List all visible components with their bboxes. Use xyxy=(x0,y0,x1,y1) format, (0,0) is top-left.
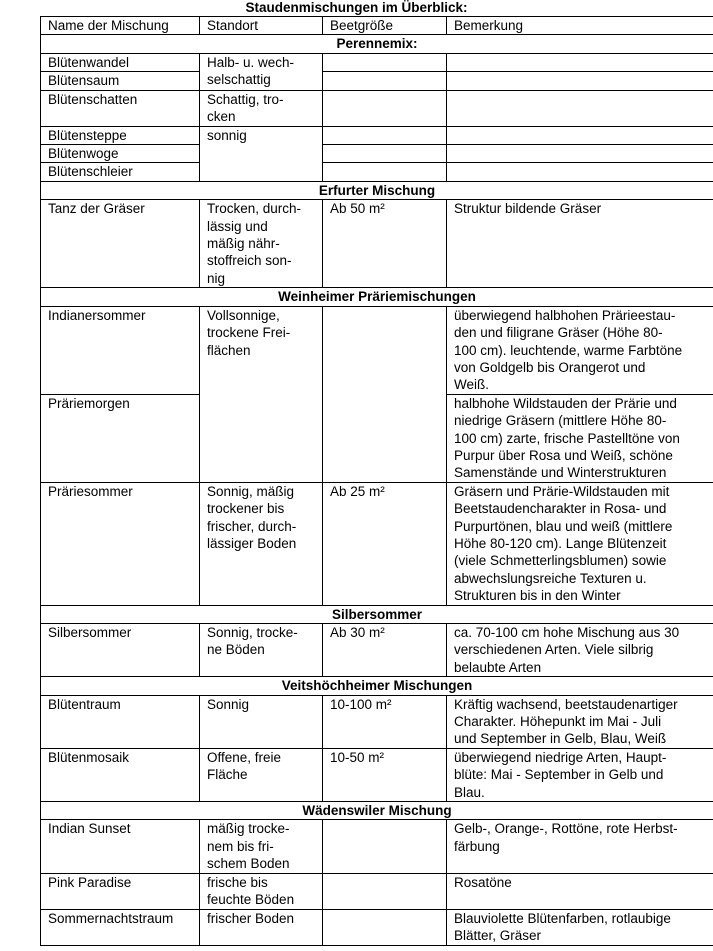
row-name: Präriesommer xyxy=(41,482,200,605)
row-beetgroesse: 10-100 m² xyxy=(323,695,447,748)
row-name: Sommernachtstraum xyxy=(41,909,200,945)
table-row xyxy=(41,90,713,126)
row-standort: Offene, freie Fläche xyxy=(200,748,323,801)
row-beetgroesse: Ab 50 m² xyxy=(323,200,447,288)
row-name: Blütenmosaik xyxy=(41,748,200,801)
row-standort: Sonnig, trocke- ne Böden xyxy=(200,624,323,677)
row-name: Blütenwandel xyxy=(41,53,200,71)
row-bemerkung: halbhohe Wildstauden der Prärie und niedrige Gräsern (mittlere Höhe 80- 100 cm) zarte, frische Pastelltöne von Purpur über Rosa und Weiß, schöne Samenstände und Winterstrukturen xyxy=(447,394,713,482)
table-row xyxy=(41,695,713,748)
row-name: Silbersommer xyxy=(41,624,200,677)
row-standort: Sonnig, mäßig trockener bis frischer, durch- lässiger Boden xyxy=(200,482,323,605)
row-name: Blütenwoge xyxy=(41,145,200,163)
table-row xyxy=(41,748,713,801)
section-erfurter: Erfurter Mischung xyxy=(41,181,713,199)
table-row xyxy=(41,53,713,71)
row-standort: sonnig xyxy=(200,126,323,181)
header-standort: Standort xyxy=(200,17,323,35)
section-silbersommer: Silbersommer xyxy=(41,605,713,623)
table-row xyxy=(41,820,713,873)
row-standort: Sonnig xyxy=(200,695,323,748)
table-row xyxy=(41,145,713,163)
row-standort: mäßig trocke- nem bis fri- schem Boden xyxy=(200,820,323,873)
row-beetgroesse: Ab 30 m² xyxy=(323,624,447,677)
table-row xyxy=(41,200,713,288)
row-beetgroesse: 10-50 m² xyxy=(323,748,447,801)
row-bemerkung: Blauviolette Blütenfarben, rotlaubige Blätter, Gräser xyxy=(447,909,713,945)
header-bemerkung: Bemerkung xyxy=(447,17,713,35)
table-row xyxy=(41,72,713,90)
row-bemerkung: Gräsern und Prärie-Wildstauden mit Beetstaudencharakter in Rosa- und Purpurtönen, blau und weiß (mittlere Höhe 80-120 cm). Lange Blütenzeit (viele Schmetterlingsblumen) sowie abwechslungsreiche Texturen u. Strukturen bis in den Winter xyxy=(447,482,713,605)
table-row xyxy=(41,482,713,605)
table-row xyxy=(41,163,713,181)
row-name: Pink Paradise xyxy=(41,873,200,909)
table-row xyxy=(41,873,713,909)
row-name: Blütenschatten xyxy=(41,90,200,126)
row-name: Blütensaum xyxy=(41,72,200,90)
table-header-row xyxy=(41,17,713,35)
section-waedenswiler: Wädenswiler Mischung xyxy=(41,802,713,820)
row-bemerkung: Struktur bildende Gräser xyxy=(447,200,713,288)
row-bemerkung: überwiegend halbhohen Prärieestau- den und filigrane Gräser (Höhe 80- 100 cm). leuchtende, warme Farbtöne von Goldgelb bis Orangerot und Weiß. xyxy=(447,306,713,394)
row-name: Blütenschleier xyxy=(41,163,200,181)
perennial-mix-table xyxy=(40,16,713,946)
row-standort: frischer Boden xyxy=(200,909,323,945)
row-name: Indianersommer xyxy=(41,306,200,394)
row-bemerkung: Rosatöne xyxy=(447,873,713,909)
section-weinheimer: Weinheimer Präriemischungen xyxy=(41,288,713,306)
table-row xyxy=(41,909,713,945)
table-row xyxy=(41,624,713,677)
row-beetgroesse: Ab 25 m² xyxy=(323,482,447,605)
header-beetgroesse: Beetgröße xyxy=(323,17,447,35)
row-name: Tanz der Gräser xyxy=(41,200,200,288)
row-standort: Trocken, durch- lässig und mäßig nähr- stoffreich son- nig xyxy=(200,200,323,288)
section-perennemix: Perennemix: xyxy=(41,35,713,53)
row-bemerkung: ca. 70-100 cm hohe Mischung aus 30 verschiedenen Arten. Viele silbrig belaubte Arten xyxy=(447,624,713,677)
table-row xyxy=(41,126,713,144)
row-standort: Vollsonnige, trockene Frei- flächen xyxy=(200,306,323,482)
header-name: Name der Mischung xyxy=(41,17,200,35)
page-title: Staudenmischungen im Überblick: xyxy=(245,0,468,15)
row-bemerkung: Kräftig wachsend, beetstaudenartiger Charakter. Höhepunkt im Mai - Juli und September in Gelb, Blau, Weiß xyxy=(447,695,713,748)
row-standort: frische bis feuchte Böden xyxy=(200,873,323,909)
row-name: Indian Sunset xyxy=(41,820,200,873)
row-bemerkung: Gelb-, Orange-, Rottöne, rote Herbst- färbung xyxy=(447,820,713,873)
row-standort: Halb- u. wech- selschattig xyxy=(200,53,323,90)
row-bemerkung: überwiegend niedrige Arten, Haupt- blüte: Mai - September in Gelb und Blau. xyxy=(447,748,713,801)
row-name: Blütentraum xyxy=(41,695,200,748)
section-veitshoechheimer: Veitshöchheimer Mischungen xyxy=(41,677,713,695)
row-name: Präriemorgen xyxy=(41,394,200,482)
row-standort: Schattig, tro- cken xyxy=(200,90,323,126)
row-name: Blütensteppe xyxy=(41,126,200,144)
table-row xyxy=(41,306,713,394)
